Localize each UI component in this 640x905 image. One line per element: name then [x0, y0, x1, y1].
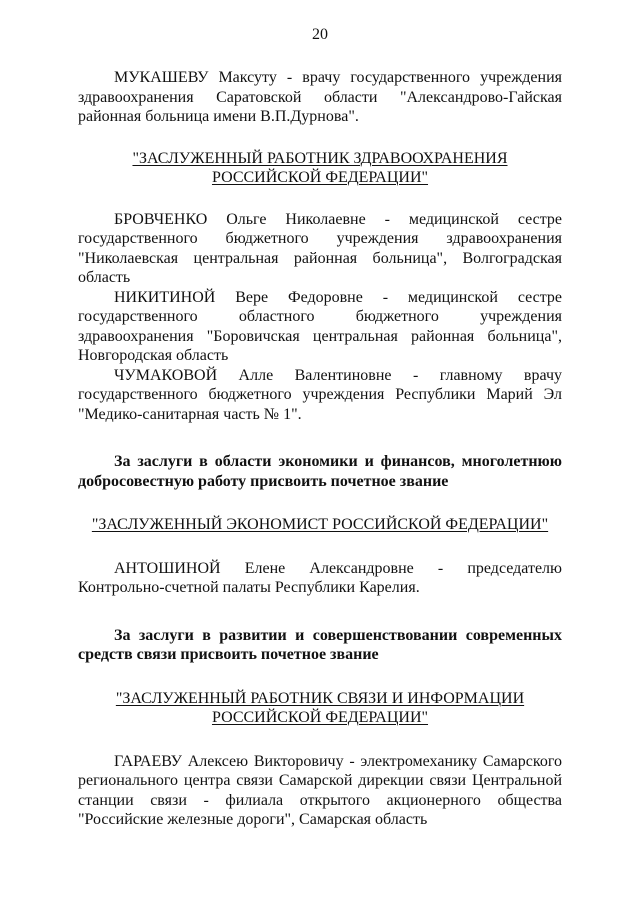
award-title-line: РОССИЙСКОЙ ФЕДЕРАЦИИ" — [211, 169, 429, 186]
award-recipient-brovchenko: БРОВЧЕНКО Ольге Николаевне - медицинской сестре государственного бюджетного учреждения здравоохранения "Николаевская центральная районная больница", Волгоградская область — [78, 210, 562, 286]
award-title-line: "ЗАСЛУЖЕННЫЙ РАБОТНИК СВЯЗИ И ИНФОРМАЦИИ — [115, 689, 525, 707]
award-recipient-nikitina: НИКИТИНОЙ Вере Федоровне - медицинской сестре государственного областного бюджетного учреждения здравоохранения "Боровичская центральная районная больница", Новгородская область — [78, 288, 562, 364]
award-title-economist — [78, 515, 562, 535]
award-title-communications-worker — [78, 689, 562, 728]
award-title-health-worker — [78, 149, 562, 188]
section-heading-communications: За заслуги в развитии и совершенствовании современных средств связи присвоить почетное звание — [78, 626, 562, 663]
section-heading-economics: За заслуги в области экономики и финансов, многолетнюю добросовестную работу присвоить почетное звание — [78, 453, 562, 490]
award-recipient-garaev: ГАРАЕВУ Алексею Викторовичу - электромеханику Самарского регионального центра связи Самарской дирекции связи Центральной станции связи - филиала открытого акционерного общества "Российские железные дороги", Самарская область — [78, 752, 562, 828]
page-number: 20 — [312, 26, 328, 43]
award-title-line: "ЗАСЛУЖЕННЫЙ РАБОТНИК ЗДРАВООХРАНЕНИЯ — [132, 149, 508, 167]
award-recipient-antoshina: АНТОШИНОЙ Елене Александровне - председателю Контрольно-счетной палаты Республики Карелия. — [78, 559, 562, 596]
page-content — [78, 68, 562, 830]
award-title-line: РОССИЙСКОЙ ФЕДЕРАЦИИ" — [211, 709, 429, 726]
award-recipient-mukashev: МУКАШЕВУ Максуту - врачу государственного учреждения здравоохранения Саратовской области "Александрово-Гайская районная больница имени В.П.Дурнова". — [78, 69, 562, 125]
award-recipient-chumakova: ЧУМАКОВОЙ Алле Валентиновне - главному врачу государственного бюджетного учреждения Республики Марий Эл "Медико-санитарная часть № 1". — [78, 366, 562, 423]
award-title-line: "ЗАСЛУЖЕННЫЙ ЭКОНОМИСТ РОССИЙСКОЙ ФЕДЕРАЦИИ" — [91, 516, 549, 533]
